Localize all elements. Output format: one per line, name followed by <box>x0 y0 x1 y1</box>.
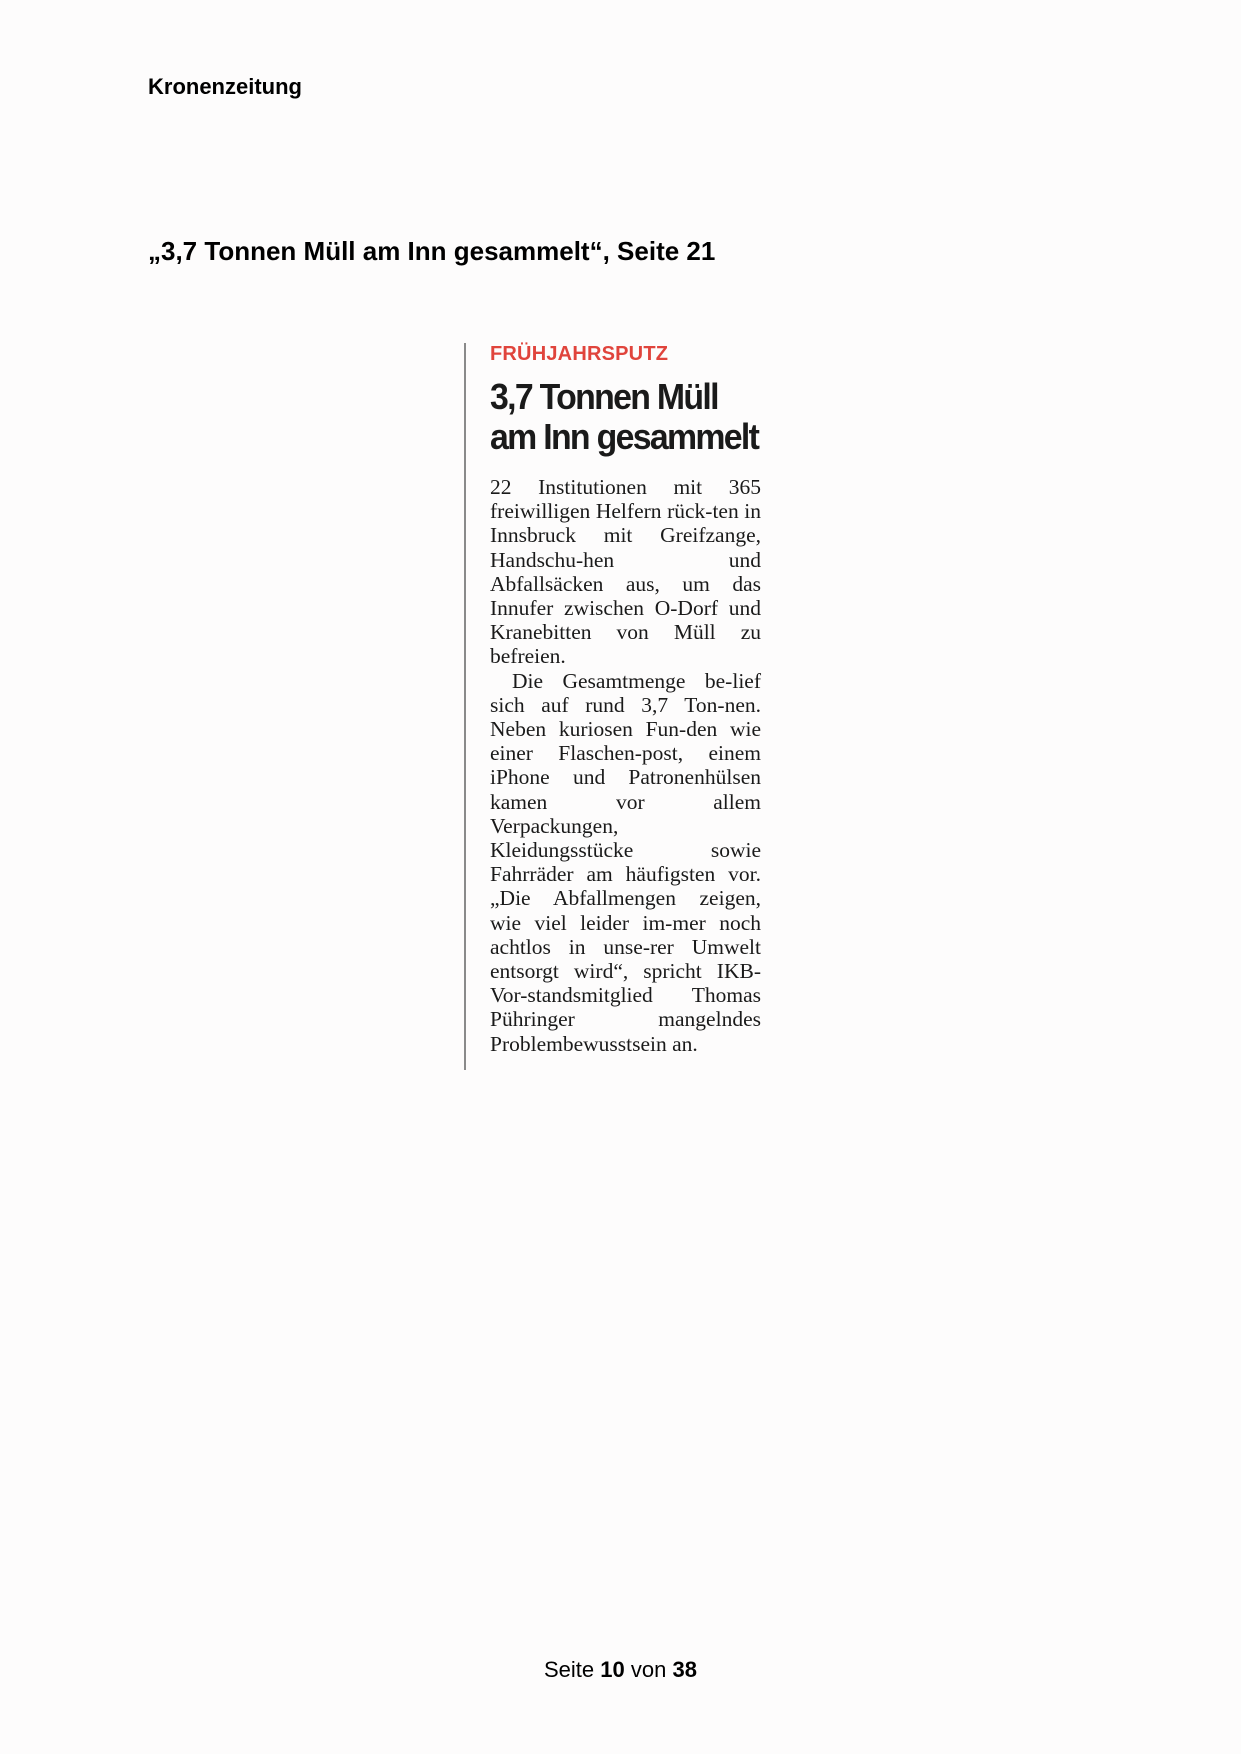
article <box>490 343 761 1056</box>
article-headline <box>490 376 759 457</box>
footer-total-pages: 38 <box>672 1657 697 1682</box>
article-paragraph-1: 22 Institutionen mit 365 freiwilligen Helfern rück-ten in Innsbruck mit Greifzange, Handschu-hen und Abfallsäcken aus, um das Innufer zwischen O-Dorf und Kranebitten von Müll zu befreien. <box>490 475 761 669</box>
article-body <box>490 475 761 1056</box>
headline-line-1: 3,7 Tonnen Müll <box>490 376 718 417</box>
article-paragraph-2: Die Gesamtmenge be-lief sich auf rund 3,7 Ton-nen. Neben kuriosen Fun-den wie einer Flaschen-post, einem iPhone und Patronenhülsen kamen vor allem Verpackungen, Kleidungsstücke sowie Fahrräder am häufigsten vor. „Die Abfallmengen zeigen, wie viel leider im-mer noch achtlos in unse-rer Umwelt entsorgt wird“, spricht IKB-Vor-standsmitglied Thomas Pühringer mangelndes Problembewusstsein an. <box>490 668 761 1056</box>
source-name: Kronenzeitung <box>148 74 302 99</box>
page-footer <box>0 1657 1241 1683</box>
footer-prefix: Seite <box>544 1657 595 1682</box>
headline-line-2: am Inn gesammelt <box>490 416 759 457</box>
footer-page-number: 10 <box>600 1657 625 1682</box>
footer-middle: von <box>630 1657 667 1682</box>
document-title: „3,7 Tonnen Müll am Inn gesammelt“, Seite 21 <box>148 236 716 266</box>
newspaper-clipping <box>464 343 766 1070</box>
article-kicker: FRÜHJAHRSPUTZ <box>490 343 669 365</box>
